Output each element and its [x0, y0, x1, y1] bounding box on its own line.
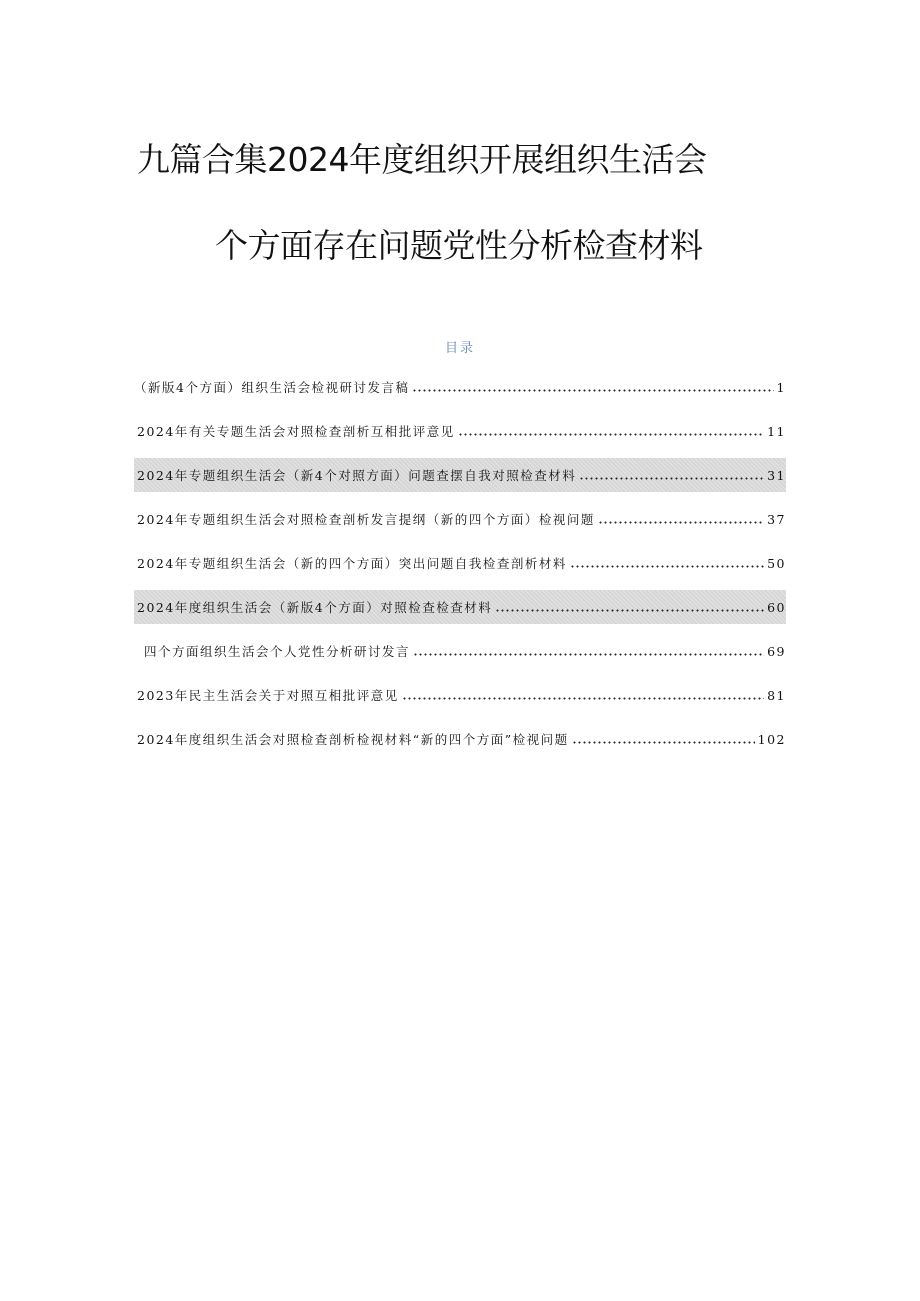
toc-entry-page: 1 [776, 379, 786, 395]
toc-entry[interactable] [134, 722, 786, 756]
toc-entry[interactable] [134, 502, 786, 536]
toc-entry[interactable] [134, 634, 786, 668]
toc-entry-title: 四个方面组织生活会个人党性分析研讨发言 [144, 644, 411, 659]
toc-dot-leader [495, 605, 764, 615]
toc-entry-title: 2024年有关专题生活会对照检查剖析互相批评意见 [137, 424, 455, 439]
toc-entry-highlighted[interactable] [134, 590, 786, 624]
toc-entry[interactable] [134, 678, 786, 712]
toc-entry-page: 69 [767, 643, 786, 659]
toc-dot-leader [413, 649, 764, 659]
toc-entry[interactable] [134, 414, 786, 448]
toc-entry-title: 2024年专题组织生活会（新的四个方面）突出问题自我检查剖析材料 [137, 556, 567, 571]
toc-entry-page: 11 [767, 423, 786, 439]
toc-entry-page: 60 [767, 599, 786, 615]
toc-entry-page: 31 [767, 467, 786, 483]
toc-entry-page: 37 [767, 511, 786, 527]
toc-dot-leader [402, 693, 764, 703]
toc-entry-page: 50 [767, 555, 786, 571]
toc-dot-leader [572, 737, 755, 747]
toc-entry-title: 2023年民主生活会关于对照互相批评意见 [137, 688, 399, 703]
toc-entry[interactable] [134, 370, 786, 404]
toc-dot-leader [598, 517, 764, 527]
toc-heading: 目录 [444, 341, 475, 356]
toc-entry-page: 102 [757, 731, 786, 747]
toc-entry-title: （新版4个方面）组织生活会检视研讨发言稿 [134, 380, 410, 395]
toc-dot-leader [579, 473, 764, 483]
toc-entry-title: 2024年专题组织生活会对照检查剖析发言提纲（新的四个方面）检视问题 [137, 512, 595, 527]
document-title-line-2: 个方面存在问题党性分析检查材料 [215, 226, 703, 265]
table-of-contents [134, 370, 786, 766]
toc-dot-leader [458, 429, 764, 439]
document-title-line-1: 九篇合集2024年度组织开展组织生活会 [137, 140, 707, 179]
toc-dot-leader [570, 561, 764, 571]
toc-dot-leader [412, 385, 773, 395]
toc-entry-title: 2024年专题组织生活会（新4个对照方面）问题查摆自我对照检查材料 [137, 468, 577, 483]
toc-entry-highlighted[interactable] [134, 458, 786, 492]
toc-entry-title: 2024年度组织生活会（新版4个方面）对照检查检查材料 [137, 600, 493, 615]
toc-entry-page: 81 [767, 687, 786, 703]
toc-entry[interactable] [134, 546, 786, 580]
toc-entry-title: 2024年度组织生活会对照检查剖析检视材料“新的四个方面”检视问题 [137, 732, 569, 747]
